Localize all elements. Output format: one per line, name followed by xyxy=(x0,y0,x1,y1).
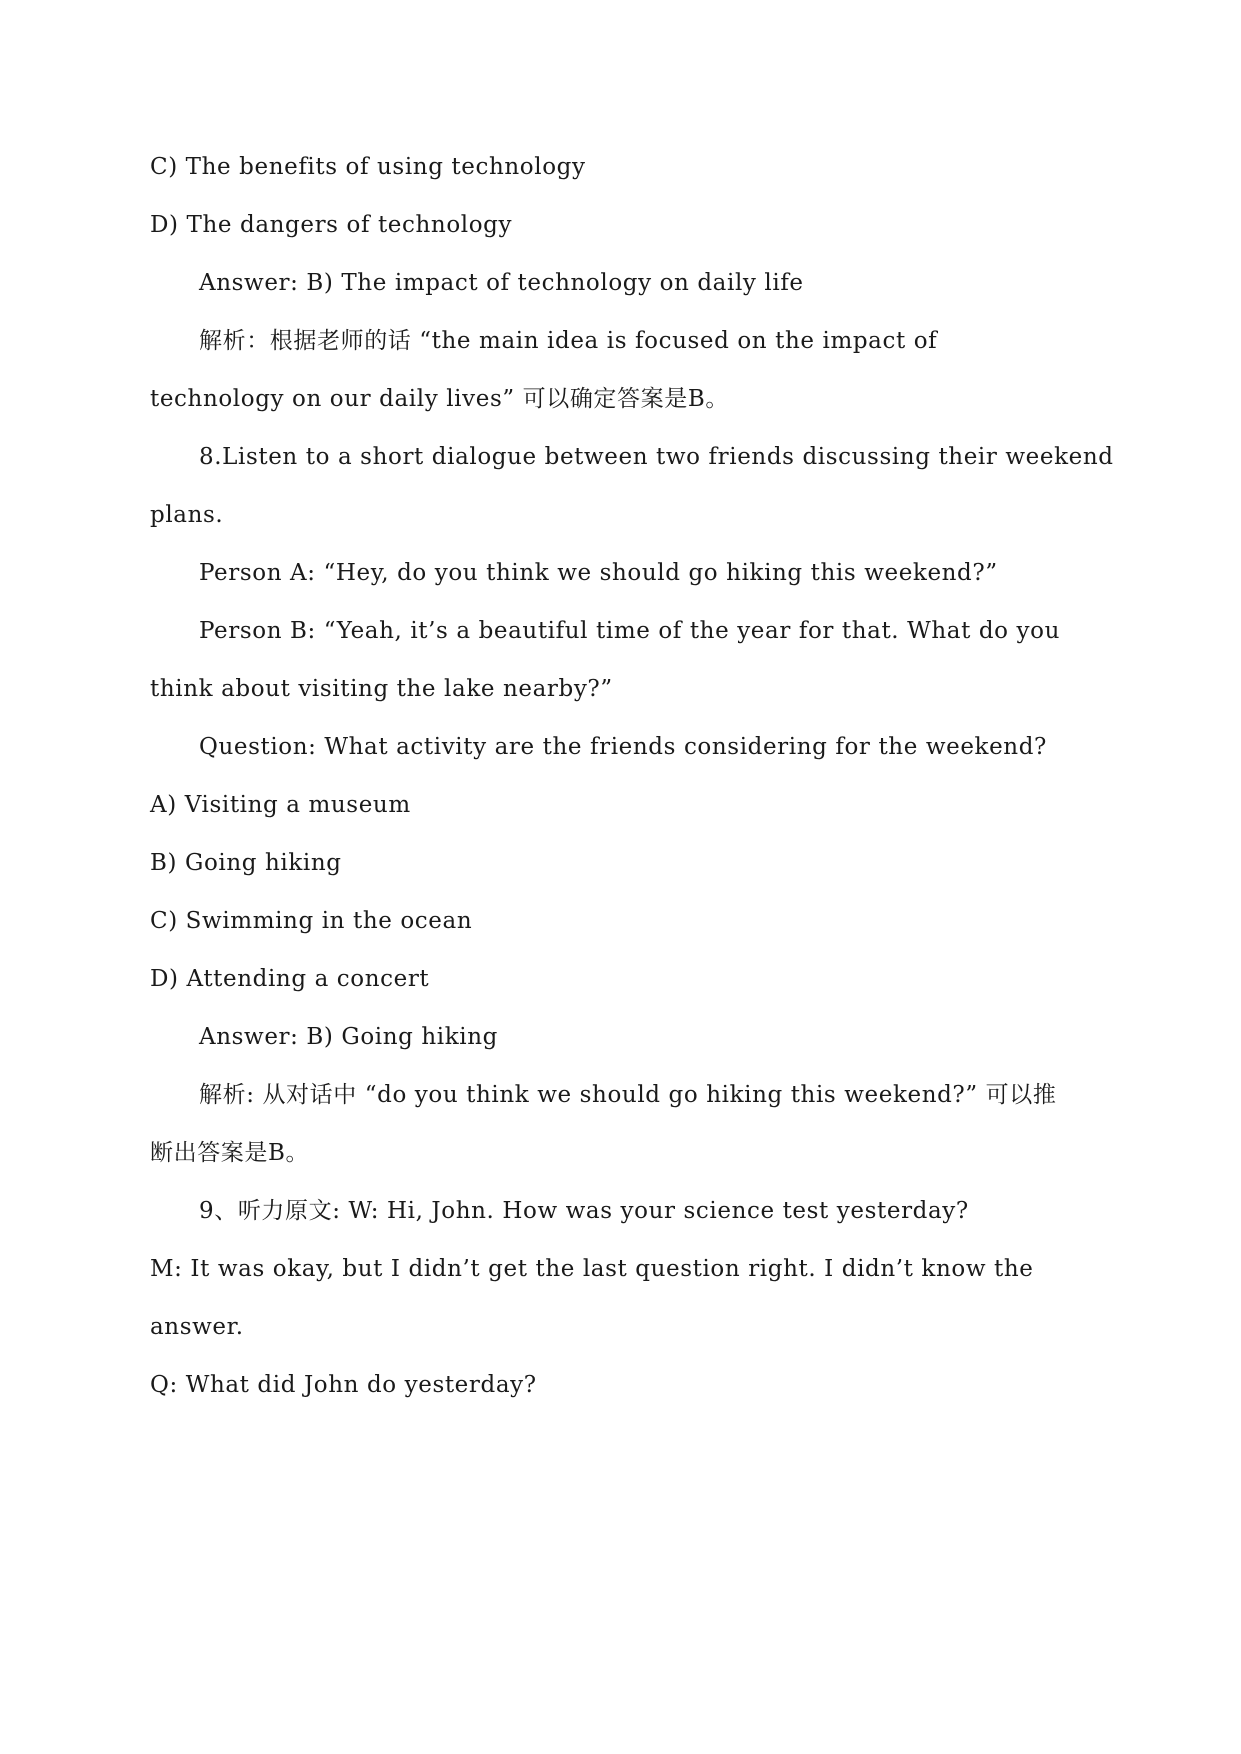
answer-7: Answer: B) The impact of technology on daily life xyxy=(199,270,804,296)
explanation-7-line-2: technology on our daily lives” 可以确定答案是B。 xyxy=(150,386,729,412)
option-a-8: A) Visiting a museum xyxy=(150,792,411,818)
question-8-line-2: plans. xyxy=(150,502,224,528)
option-c-8: C) Swimming in the ocean xyxy=(150,908,473,934)
answer-8: Answer: B) Going hiking xyxy=(199,1024,498,1050)
question-9-prompt: Q: What did John do yesterday? xyxy=(150,1372,537,1398)
question-9-transcript-line-3: answer. xyxy=(150,1314,244,1340)
explanation-7-line-1: 解析：根据老师的话 “the main idea is focused on the impact of xyxy=(199,328,938,354)
explanation-8-line-1: 解析: 从对话中 “do you think we should go hiking this weekend?” 可以推 xyxy=(199,1082,1057,1108)
dialogue-person-b-line-2: think about visiting the lake nearby?” xyxy=(150,676,613,702)
explanation-8-line-2: 断出答案是B。 xyxy=(150,1140,310,1166)
question-8-prompt: Question: What activity are the friends considering for the weekend? xyxy=(199,734,1047,760)
option-c-technology: C) The benefits of using technology xyxy=(150,154,586,180)
option-d-technology: D) The dangers of technology xyxy=(150,212,513,238)
option-b-8: B) Going hiking xyxy=(150,850,342,876)
question-8-line-1: 8.Listen to a short dialogue between two friends discussing their weekend xyxy=(199,444,1114,470)
question-9-transcript-line-1: 9、听力原文: W: Hi, John. How was your science test yesterday? xyxy=(199,1198,969,1224)
option-d-8: D) Attending a concert xyxy=(150,966,430,992)
question-9-transcript-line-2: M: It was okay, but I didn’t get the last question right. I didn’t know the xyxy=(150,1256,1034,1282)
dialogue-person-b-line-1: Person B: “Yeah, it’s a beautiful time of the year for that. What do you xyxy=(199,618,1060,644)
dialogue-person-a: Person A: “Hey, do you think we should go hiking this weekend?” xyxy=(199,560,998,586)
